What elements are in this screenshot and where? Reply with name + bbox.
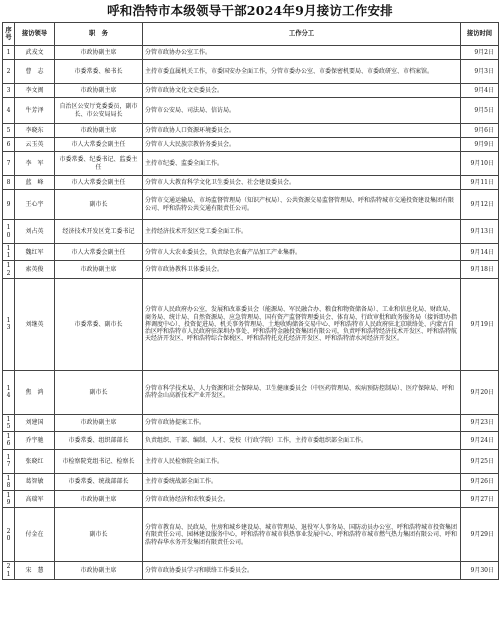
row-number: 1 [3, 46, 15, 60]
leader-name: 索英俊 [15, 261, 55, 278]
leader-position: 市人大常委会副主任 [55, 244, 143, 261]
leader-position: 市政协副主席 [55, 124, 143, 138]
row-number: 8 [3, 176, 15, 190]
header-time: 接访时间 [461, 23, 499, 46]
row-number: 2 [3, 60, 15, 84]
leader-position: 副市长 [55, 508, 143, 562]
work-duties: 主持市人民检察院全面工作。 [143, 449, 461, 473]
work-duties: 分管市政协委员学习和联络工作委员会。 [143, 562, 461, 579]
table-row [3, 60, 499, 84]
table-row [3, 414, 499, 431]
table-row [3, 508, 499, 562]
work-duties: 主持市委直属机关工作，市委国安办全面工作，分管市委办公室、市委保密机要局、市委政研室、市档案馆。 [143, 60, 461, 84]
leader-position: 市委常委、秘书长 [55, 60, 143, 84]
leader-position: 市政协副主席 [55, 562, 143, 579]
row-number: 15 [3, 414, 15, 431]
work-duties: 负责组织、干部、编制、人才、党校（行政学院）工作，主持市委组织部全面工作。 [143, 432, 461, 449]
row-number: 11 [3, 244, 15, 261]
leader-position: 市政协副主席 [55, 261, 143, 278]
row-number: 10 [3, 220, 15, 244]
table-row [3, 278, 499, 370]
leader-name: 乔宇驰 [15, 432, 55, 449]
reception-date: 9月12日 [461, 190, 499, 220]
reception-date: 9月19日 [461, 278, 499, 370]
leader-name: 曹 志 [15, 60, 55, 84]
leader-name: 焦 鸿 [15, 370, 55, 414]
work-duties: 分管市教育局、民政局，住房和城乡建设局、城市管理局、退役军人事务局、国防动员办公室、呼和浩特城市投资集团有限责任公司、园林建设服务中心，呼和浩特市城市供热事业发展中心、呼和浩特市城市燃气热力集团有限公司、呼和浩特春华水务开发集团有限责任公司。 [143, 508, 461, 562]
table-row [3, 84, 499, 98]
work-duties: 分管市公安局、司法局、信访局。 [143, 98, 461, 124]
work-duties: 分管市政协经济和农牧委员会。 [143, 491, 461, 508]
document-title: 呼和浩特市本级领导干部2024年9月接访工作安排 [107, 3, 393, 18]
leader-name: 刘建国 [15, 414, 55, 431]
table-row [3, 432, 499, 449]
leader-position: 市政协副主席 [55, 84, 143, 98]
leader-name: 李 军 [15, 152, 55, 176]
work-duties: 分管市政协人口资源环境委员会。 [143, 124, 461, 138]
table-row [3, 46, 499, 60]
row-number: 4 [3, 98, 15, 124]
row-number: 3 [3, 84, 15, 98]
work-duties: 分管市政协提案工作。 [143, 414, 461, 431]
row-number: 12 [3, 261, 15, 278]
reception-date: 9月20日 [461, 370, 499, 414]
leader-position: 市检察院党组书记、检察长 [55, 449, 143, 473]
row-number: 14 [3, 370, 15, 414]
row-number: 19 [3, 491, 15, 508]
leader-name: 魏红军 [15, 244, 55, 261]
table-row [3, 370, 499, 414]
header-position: 职 务 [55, 23, 143, 46]
reception-date: 9月13日 [461, 220, 499, 244]
reception-date: 9月29日 [461, 508, 499, 562]
table-body [3, 46, 499, 580]
leader-position: 市委常委、副市长 [55, 278, 143, 370]
table-row [3, 220, 499, 244]
reception-date: 9月23日 [461, 414, 499, 431]
table-row [3, 449, 499, 473]
row-number: 6 [3, 138, 15, 152]
leader-name: 宋 慧 [15, 562, 55, 579]
leader-position: 市政协副主席 [55, 46, 143, 60]
reception-date: 9月11日 [461, 176, 499, 190]
leader-name: 蓝 峰 [15, 176, 55, 190]
leader-position: 经济技术开发区党工委书记 [55, 220, 143, 244]
work-duties: 分管市政协办公室工作。 [143, 46, 461, 60]
leader-name: 牛芳泽 [15, 98, 55, 124]
reception-date: 9月5日 [461, 98, 499, 124]
row-number: 20 [3, 508, 15, 562]
table-row [3, 491, 499, 508]
reception-date: 9月14日 [461, 244, 499, 261]
leader-position: 市人大常委会副主任 [55, 138, 143, 152]
table-row [3, 152, 499, 176]
leader-position: 副市长 [55, 370, 143, 414]
leader-position: 副市长 [55, 190, 143, 220]
leader-name: 刘继英 [15, 278, 55, 370]
row-number: 18 [3, 473, 15, 490]
table-row [3, 138, 499, 152]
work-duties: 分管市人民政府办公室，发展和改革委员会（能源局、军民融合办、粮食和物资储备局）、工业和信息化局、财政局、商务局、统计局、自然资源局、应急管理局、国有资产监督管理委员会、体育局、行政审批和政务服务局（接诉即办指挥调度中心）、投资促进局、机关事务管理局、土地收购储备交易中心、呼和浩特市人民政府驻北京联络处、内蒙古自治区呼和浩特市人民政府驻深圳办事处、呼和浩特金融投资集团有限公司，负责呼和浩特经济技术开发区、呼和浩特航天经济开发区、呼和浩特综合保税区、呼和浩特托克托经济开发区、呼和浩特清水河经济开发区。 [143, 278, 461, 370]
work-duties: 分管市交通运输局、市场监督管理局（知识产权局）、公共资源交易监督管理局、呼和浩特城市交通投资建设集团有限公司、呼和浩特公共交通有限责任公司。 [143, 190, 461, 220]
row-number: 13 [3, 278, 15, 370]
table-row [3, 98, 499, 124]
leader-name: 李晓东 [15, 124, 55, 138]
leader-position: 市人大常委会副主任 [55, 176, 143, 190]
header-no: 序号 [3, 23, 15, 46]
row-number: 16 [3, 432, 15, 449]
work-duties: 主持市委统战部全面工作。 [143, 473, 461, 490]
row-number: 5 [3, 124, 15, 138]
work-duties: 主持经济技术开发区党工委全面工作。 [143, 220, 461, 244]
reception-date: 9月6日 [461, 124, 499, 138]
work-duties: 分管市政协教科卫体委员会。 [143, 261, 461, 278]
leader-position: 市委常委、纪委书记、监委主任 [55, 152, 143, 176]
row-number: 17 [3, 449, 15, 473]
reception-date: 9月24日 [461, 432, 499, 449]
work-duties: 分管市人大农业委员会，负责绿色农畜产品加工产业集群。 [143, 244, 461, 261]
table-row [3, 562, 499, 579]
leader-name: 王心宇 [15, 190, 55, 220]
header-leader: 接访领导 [15, 23, 55, 46]
leader-position: 自治区公安厅党委委员，副市长、市公安局局长 [55, 98, 143, 124]
leader-name: 云玉英 [15, 138, 55, 152]
table-row [3, 176, 499, 190]
reception-date: 9月2日 [461, 46, 499, 60]
leader-name: 葛智敏 [15, 473, 55, 490]
reception-date: 9月10日 [461, 152, 499, 176]
table-row [3, 190, 499, 220]
work-duties: 分管市政协文化文史委员会。 [143, 84, 461, 98]
leader-name: 高瑞军 [15, 491, 55, 508]
schedule-table [2, 22, 499, 580]
table-row [3, 124, 499, 138]
work-duties: 分管市人大民族宗教侨务委员会。 [143, 138, 461, 152]
leader-position: 市委常委、组织部部长 [55, 432, 143, 449]
row-number: 21 [3, 562, 15, 579]
leader-name: 武戎文 [15, 46, 55, 60]
leader-name: 张晓红 [15, 449, 55, 473]
table-row [3, 244, 499, 261]
leader-name: 刘占英 [15, 220, 55, 244]
work-duties: 分管市人大教育科学文化卫生委员会、社会建设委员会。 [143, 176, 461, 190]
row-number: 9 [3, 190, 15, 220]
row-number: 7 [3, 152, 15, 176]
table-row [3, 473, 499, 490]
reception-date: 9月3日 [461, 60, 499, 84]
reception-date: 9月27日 [461, 491, 499, 508]
reception-date: 9月25日 [461, 449, 499, 473]
leader-position: 市政协副主席 [55, 491, 143, 508]
reception-date: 9月9日 [461, 138, 499, 152]
leader-name: 李文闽 [15, 84, 55, 98]
header-work: 工作分工 [143, 23, 461, 46]
reception-date: 9月26日 [461, 473, 499, 490]
leader-position: 市政协副主席 [55, 414, 143, 431]
leader-position: 市委常委、统战部部长 [55, 473, 143, 490]
leader-name: 付金在 [15, 508, 55, 562]
reception-date: 9月18日 [461, 261, 499, 278]
table-row [3, 261, 499, 278]
reception-date: 9月4日 [461, 84, 499, 98]
table-header-row [3, 23, 499, 46]
work-duties: 分管市科学技术局、人力资源和社会保障局、卫生健康委员会（中医药管理局、疾病预防控制局）、医疗保障局、呼和浩特金山高新技术产业开发区。 [143, 370, 461, 414]
reception-date: 9月30日 [461, 562, 499, 579]
work-duties: 主持市纪委、监委全面工作。 [143, 152, 461, 176]
